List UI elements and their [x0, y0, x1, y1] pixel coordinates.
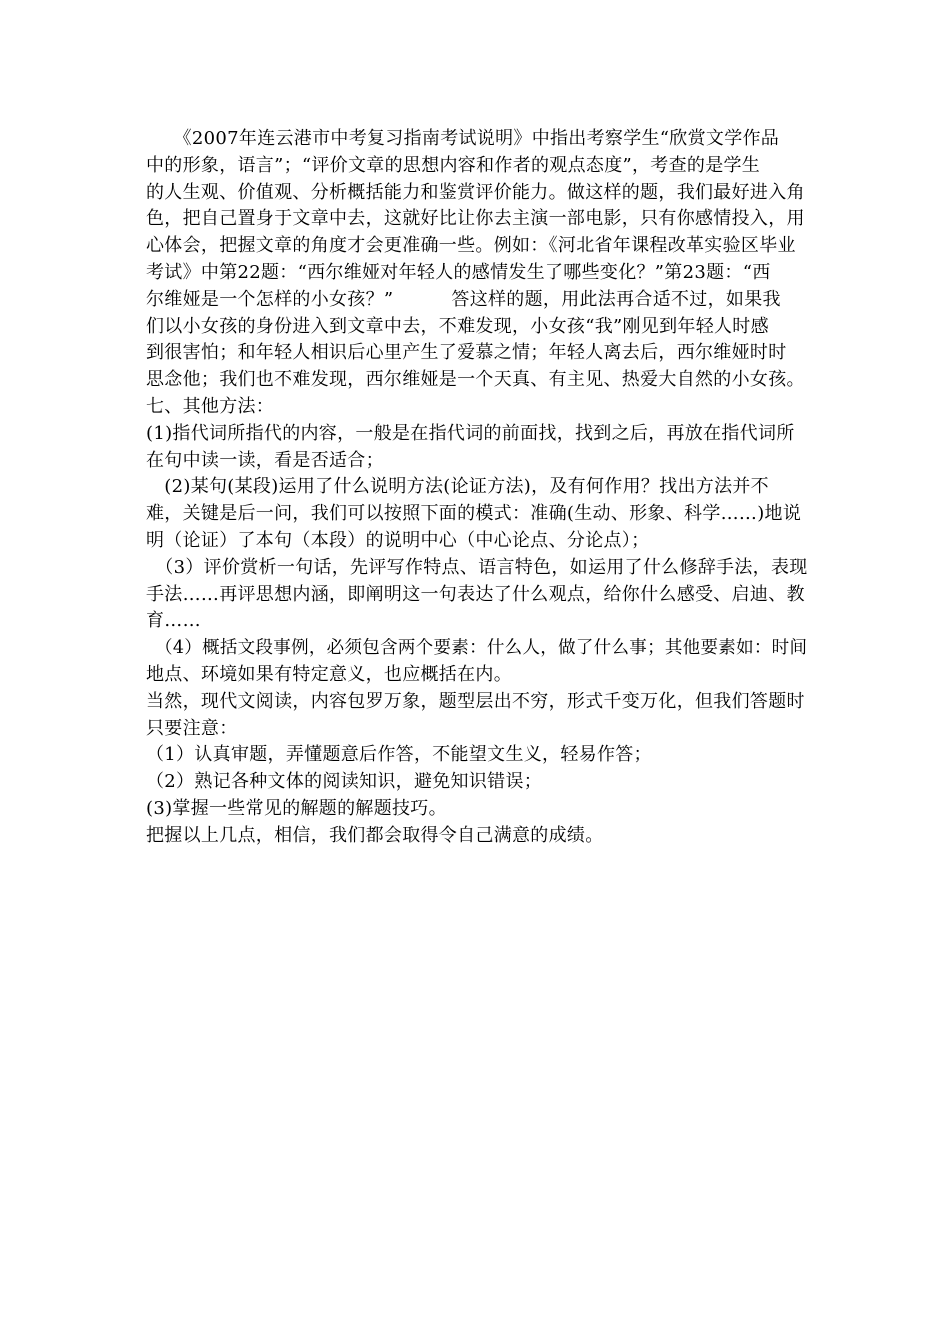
text-line: 《2007年连云港市中考复习指南考试说明》中指出考察学生“欣赏文学作品	[146, 128, 780, 149]
text-line: （2）熟记各种文体的阅读知识，避免知识错误；	[146, 771, 543, 793]
text-line: 到很害怕；和年轻人相识后心里产生了爱慕之情；年轻人离去后，西尔维娅时时	[146, 342, 787, 364]
section-heading: 七、其他方法：	[146, 395, 275, 417]
text-line: 当然，现代文阅读，内容包罗万象，题型层出不穷，形式千变万化，但我们答题时	[146, 690, 805, 712]
text-line: (2)某句(某段)运用了什么说明方法(论证方法)，及有何作用？找出方法并不	[146, 476, 769, 498]
text-segment: 答这样的题，用此法再合适不过，如果我	[451, 288, 781, 310]
text-line: 只要注意：	[146, 717, 238, 739]
text-line: 的人生观、价值观、分析概括能力和鉴赏评价能力。做这样的题，我们最好进入角	[146, 181, 805, 203]
text-line: 中的形象，语言”；“评价文章的思想内容和作者的观点态度”，考查的是学生	[146, 154, 761, 176]
text-line: （3）评价赏析一句话，先评写作特点、语言特色，如运用了什么修辞手法，表现	[146, 556, 808, 578]
text-line: (3)掌握一些常见的解题的解题技巧。	[146, 797, 447, 819]
text-line: 育……	[146, 610, 201, 632]
text-line: 把握以上几点，相信，我们都会取得令自己满意的成绩。	[146, 824, 604, 846]
text-line: (1)指代词所指代的内容，一般是在指代词的前面找，找到之后，再放在指代词所	[146, 422, 795, 444]
text-line: 色，把自己置身于文章中去，这就好比让你去主演一部电影，只有你感情投入，用	[146, 208, 805, 230]
text-line: 地点、环境如果有特定意义，也应概括在内。	[146, 663, 512, 685]
text-line: （1）认真审题，弄懂题意后作答，不能望文生义，轻易作答；	[146, 744, 652, 766]
text-line: 考试》中第22题：“西尔维娅对年轻人的感情发生了哪些变化？”第23题：“西	[146, 261, 771, 283]
text-line: 在句中读一读，看是否适合；	[146, 449, 384, 471]
text-line	[146, 287, 814, 314]
text-segment: 尔维娅是一个怎样的小女孩？”	[146, 288, 394, 310]
text-line: （4）概括文段事例，必须包含两个要素：什么人，做了什么事；其他要素如：时间	[146, 638, 808, 659]
text-line: 们以小女孩的身份进入到文章中去，不难发现，小女孩“我”刚见到年轻人时感	[146, 315, 769, 337]
text-line: 手法……再评思想内涵，即阐明这一句表达了什么观点，给你什么感受、启迪、教	[146, 583, 805, 605]
text-line: 思念他；我们也不难发现，西尔维娅是一个天真、有主见、热爱大自然的小女孩。	[146, 369, 805, 391]
document-body	[146, 126, 814, 850]
text-line: 明（论证）了本句（本段）的说明中心（中心论点、分论点）；	[146, 529, 650, 551]
text-line: 心体会，把握文章的角度才会更准确一些。例如：《河北省年课程改革实验区毕业	[146, 235, 796, 257]
text-line: 难，关键是后一问，我们可以按照下面的模式：准确(生动、形象、科学……)地说	[146, 503, 802, 525]
